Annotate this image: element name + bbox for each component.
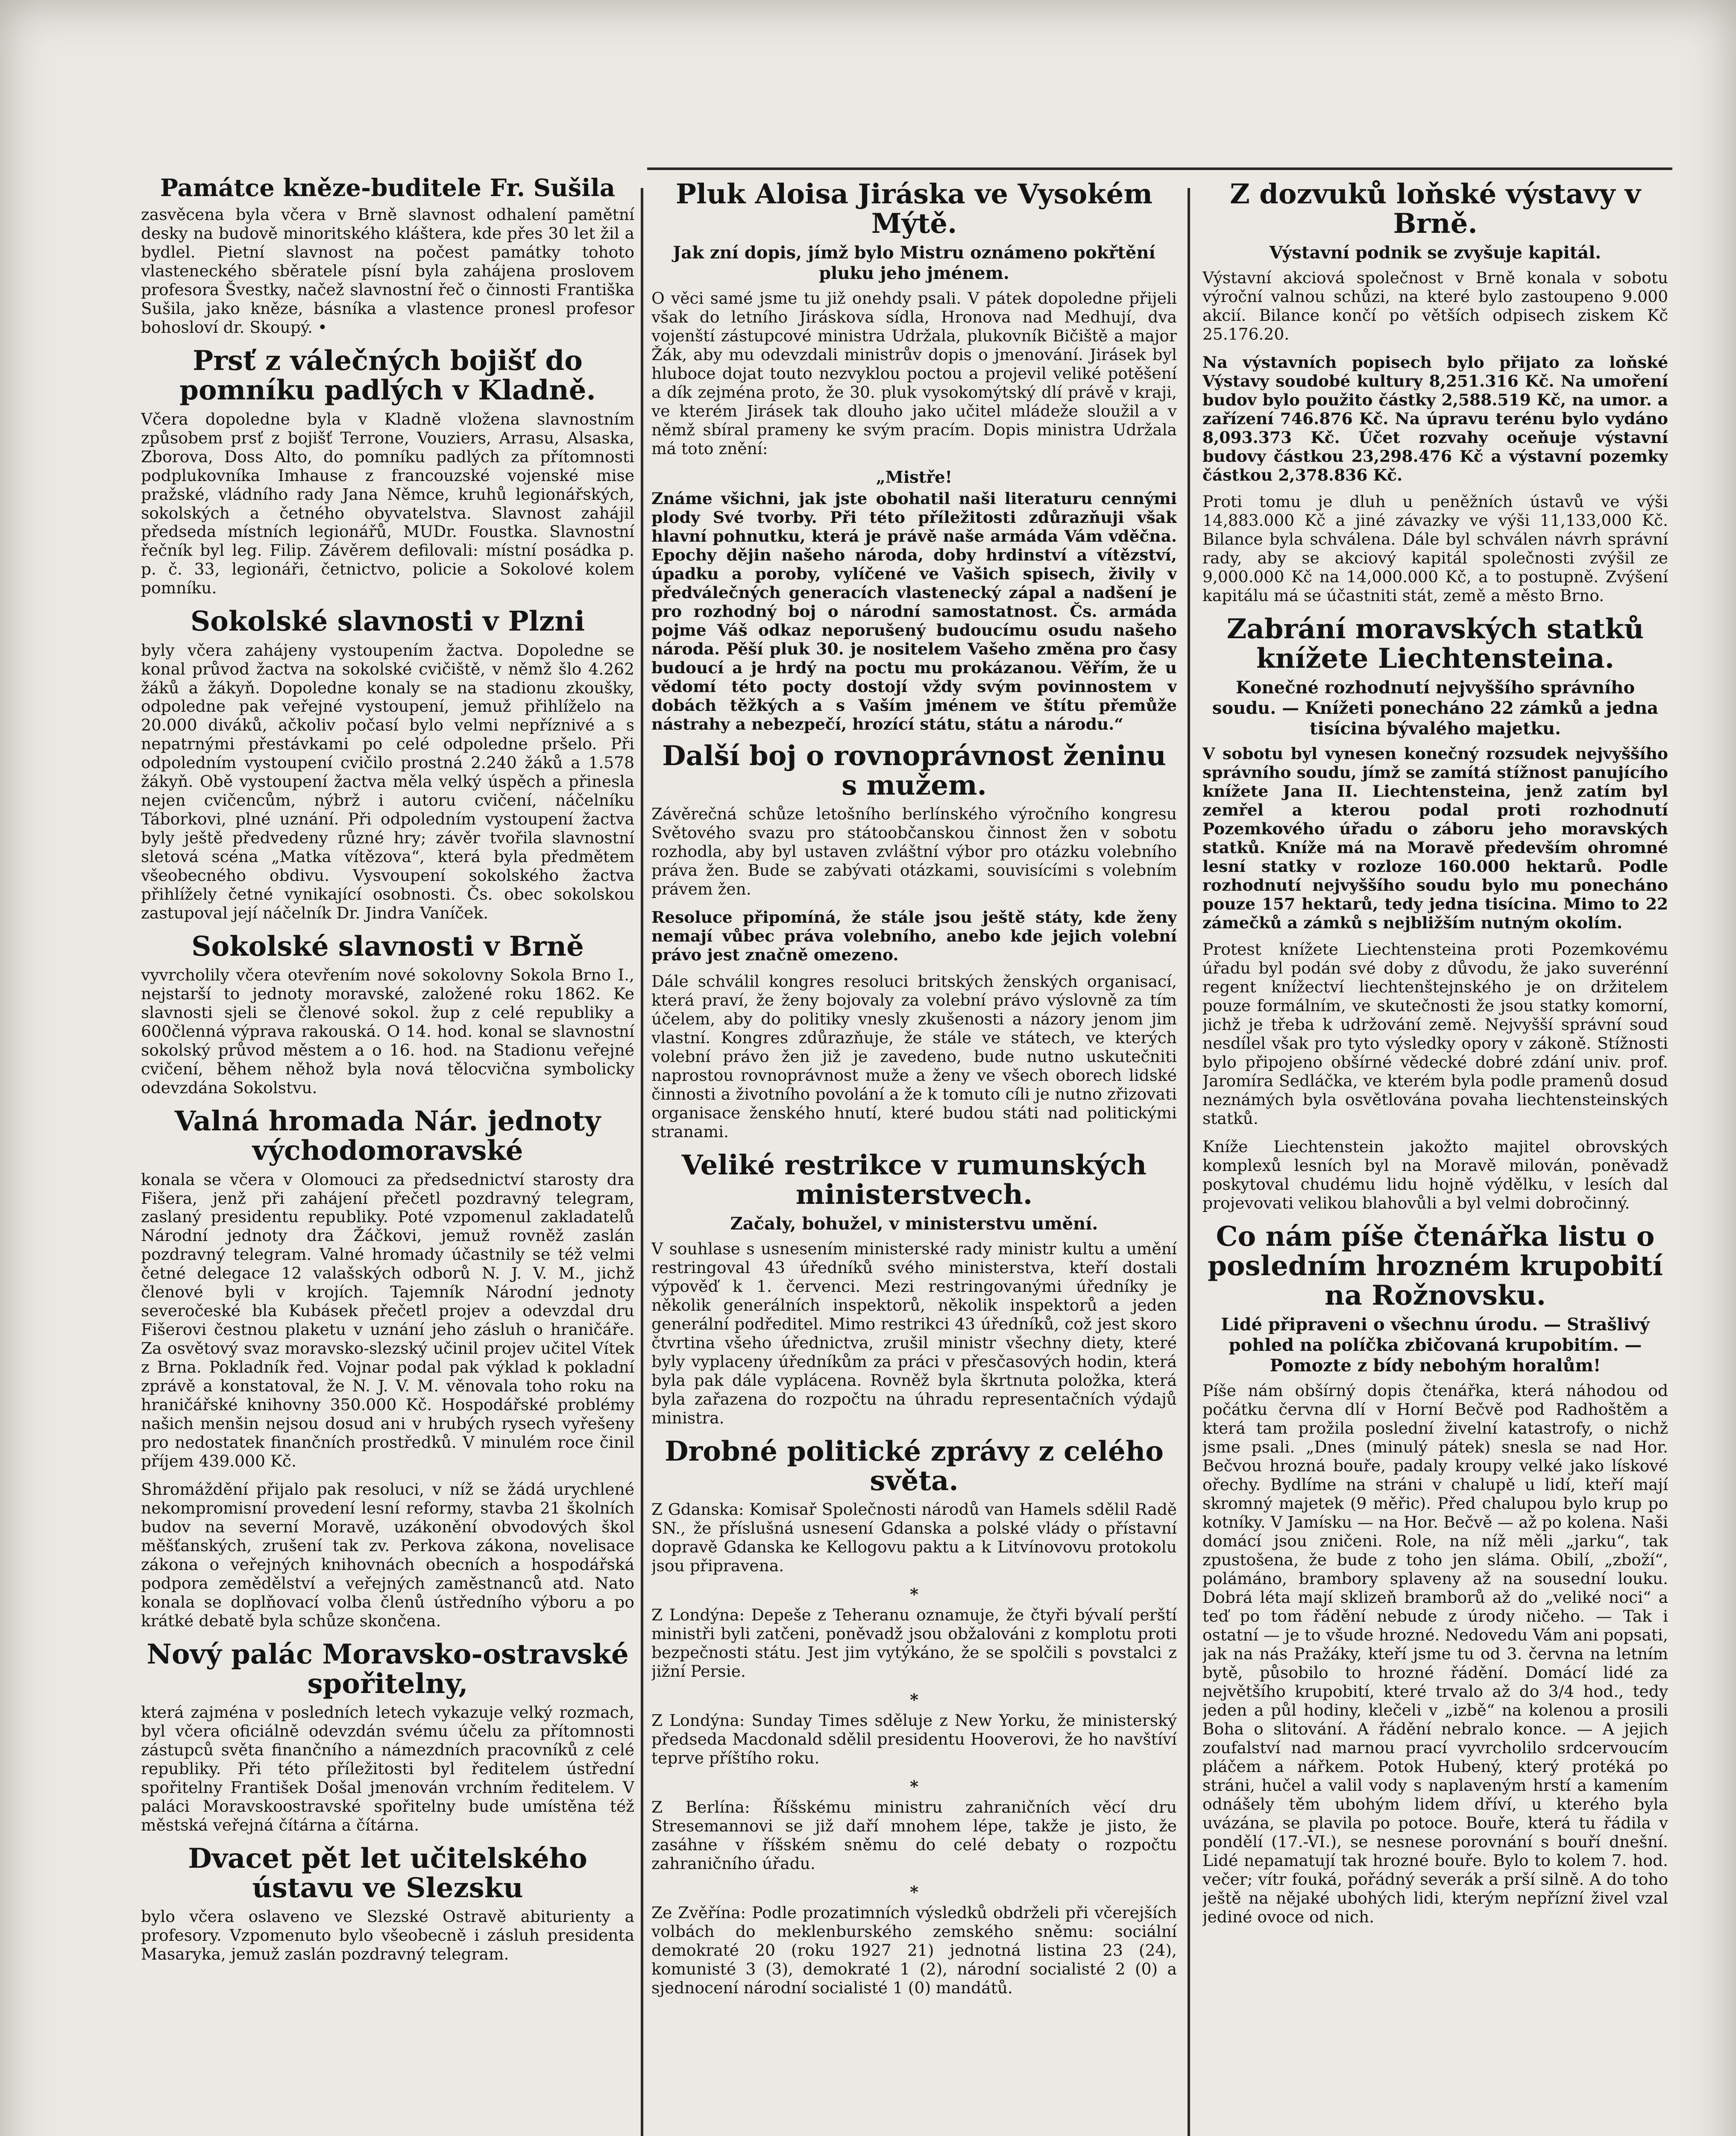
article-body: Závěrečná schůze letošního berlínského výročního kongresu Světového svazu pro státoobčanskou činnost žen v sobotu rozhodla, aby byl ustaven zvláštní výbor pro otázku volebního práva žen. Bude se zabývati otázkami, souvisícími s volebním právem žen. <box>651 804 1177 899</box>
headline: Dvacet pět let učitelského ústavu ve Slezsku <box>188 1843 587 1904</box>
brief-item: Z Berlína: Říšskému ministru zahraničních věcí dru Stresemannovi se již daří mnohem lépe, takže je jisto, že zasáhne v říšském sněmu do celé debaty o rozpočtu zahraničního úřadu. <box>651 1797 1177 1873</box>
article-body: Shromáždění přijalo pak resoluci, v níž se žádá urychlené nekompromisní provedení lesní reformy, stavba 21 školních budov na severní Moravě, uzákonění obvodových škol měšťanských, zrušení tak zv. Perkova zákona, novelisace zákona o veřejných knihovnách obecních a hospodářská podpora zemědělství a veřejných zaměstnanců atd. Nato konala se doplňovací volba členů ústředního výboru a po krátké debatě byla schůze skončena. <box>141 1480 634 1631</box>
headline: Další boj o rovnoprávnost ženinu s mužem. <box>662 739 1166 801</box>
column-middle <box>651 162 1177 2136</box>
article-bold: Na výstavních popisech bylo přijato za loňské Výstavy soudobé kultury 8,251.316 Kč. Na umoření budov bylo použito částky 2,588.519 Kč, na umor. a zařízení 746.876 Kč. Na úpravu terénu bylo vydáno 8,093.373 Kč. Účet rozvahy oceňuje výstavní budovy částkou 23,298.476 Kč a výstavní pozemky částkou 2,378.836 Kč. <box>1202 353 1668 485</box>
headline: Drobné politické zprávy z celého světa. <box>665 1435 1164 1497</box>
article-body: Protest knížete Liechtensteina proti Pozemkovému úřadu byl podán své doby z důvodu, že jako suverénní regent knížectví liechtenštejnského je on držitelem pouze formálním, ve skutečnosti že jsou statky komorní, jichž je třeba k udržování země. Nejvyšší správní soud nesdílel však pro tyto výsledky opory v zákoně. Stížnosti bylo připojeno obšírné vědecké dobré zdání univ. prof. Jaromíra Sedláčka, ve kterém byla podle pramenů dosud neznámých byla osvětlována povaha liechtensteinských statků. <box>1202 940 1668 1128</box>
article-body: O věci samé jsme tu již onehdy psali. V pátek dopoledne přijeli však do letního Jiráskova sídla, Hronova nad Medhují, dva vojenští zástupcové ministra Udržala, plukovník Bičiště a major Žák, aby mu odevzdali ministrův dopis o jmenování. Jirásek byl hluboce dojat touto nezvyklou poctou a projevil veliké potěšení a dík zejména proto, že 30. pluk vysokomýtský dlí právě v kraji, ve kterém Jirásek tak dlouho jako učitel mládeže sloužil a v němž sbíral prameny ke svým pracím. Dopis ministra Udržala má toto znění: <box>651 289 1177 458</box>
brief-item: Z Gdanska: Komisař Společnosti národů van Hamels sdělil Radě SN., že příslušná usnesení Gdanska a polské vlády o přístavní dopravě Gdanska ke Kellogovu paktu a k Litvínovovu protokolu jsou připravena. <box>651 1500 1177 1576</box>
separator-star: * <box>910 1882 918 1901</box>
separator-star: * <box>910 1584 918 1604</box>
subheadline: Konečné rozhodnutí nejvyššího správního soudu. — Knížeti ponecháno 22 zámků a jedna tisícina bývalého majetku. <box>1212 678 1659 739</box>
brief-item: Ze Zvěřína: Podle prozatimních výsledků obdrželi při včerejších volbách do meklenburského zemského sněmu: sociální demokraté 20 (roku 1927 21) jednotná listina 23 (24), komunisté 3 (3), demokraté 1 (2), národní socialisté 2 (0) a sjednocení národní socialisté 1 (0) mandátů. <box>651 1903 1177 1997</box>
headline: Nový palác Moravsko-ostravské spořitelny, <box>147 1638 629 1700</box>
headline: Valná hromada Nár. jednoty východomoravské <box>174 1105 601 1167</box>
letter-salutation: „Mistře! <box>876 467 953 487</box>
column-rule <box>1188 188 1190 2136</box>
article-body: Včera dopoledne byla v Kladně vložena slavnostním způsobem prsť z bojišť Terrone, Vouziers, Arrasu, Alsaska, Zborova, Doss Alto, do pomníku padlých za přítomnosti podplukovníka Imhause z francouzské vojenské mise pražské, vládního rady Jana Němce, kruhů legionářských, sokolských a četného obyvatelstva. Slavnost zahájil předseda místních legionářů, MUDr. Foustka. Slavnostní řečník byl leg. Filip. Závěrem defilovali: místní posádka p. p. č. 33, legionáři, četnictvo, policie a Sokolové kolem pomníku. <box>141 409 634 598</box>
article-body: konala se včera v Olomouci za předsednictví starosty dra Fišera, jenž při zahájení přečetl pozdravný telegram, zaslaný presidentu republiky. Poté vzpomenul zakladatelů Národní jednoty dra Žáčkovi, jemuž rovněž zaslán pozdravný telegram. Valné hromady účastnily se též velmi četné delegace 12 valašských odborů N. J. V. M., jichž členové byli v krojích. Tajemník Národní jednoty severočeské bla Kubásek přečetl projev a odevzdal dru Fišerovi čestnou plaketu v uznání jeho zásluh o hraničáře. Za osvětový svaz moravsko-slezský učinil projev učitel Vítek z Brna. Pokladník řed. Vojnar podal pak výklad k pokladní zprávě a konstatoval, že N. J. V. M. věnovala toho roku na hraničářské knihovny 350.000 Kč. Hospodářské problémy našich menšin nejsou dosud ani v hrubých rysech vyřešeny pro nedostatek finančních prostředků. V minulém roce činil příjem 439.000 Kč. <box>141 1170 634 1471</box>
headline: Sokolské slavnosti v Plzni <box>190 605 585 638</box>
article-bold: Resoluce připomíná, že stále jsou ještě státy, kde ženy nemají vůbec práva volebního, anebo kde jejich volební právo jest značně omezeno. <box>651 908 1177 964</box>
headline: Památce kněze-buditele Fr. Sušila <box>160 174 616 202</box>
article-body: Kníže Liechtenstein jakožto majitel obrovských komplexů lesních byl na Moravě milován, poněvadž poskytoval chudému lidu hojně výdělku, v lesích dal projevovati velikou blahovůli a byl velmi dobročinný. <box>1202 1137 1668 1212</box>
article-body: V souhlase s usnesením ministerské rady ministr kultu a umění restringoval 43 úředníků svého ministerstva, kteří dostali výpověď k 1. červenci. Mezi restringovanými úředníky je několik generálních inspektorů, několik inspektorů a jeden generální podředitel. Mimo restrikci 43 úředníků, což jest skoro čtvrtina všeho úřednictva, zrušil ministr všechny diety, které byly vyplaceny úředníkům za práci v přesčasových hodin, která byla pak dále vyplácena. Rovněž byla škrtnuta položka, která byla zařazena do rozpočtu na úhradu representačních výdajů ministra. <box>651 1239 1177 1427</box>
article-body: Proti tomu je dluh u peněžních ústavů ve výši 14,883.000 Kč a jiné závazky ve výši 11,133,000 Kč. Bilance byla schválena. Dále byl schválen návrh správní rady, aby se akciový kapitál společnosti zvýšil ze 9,000.000 Kč na 14,000.000 Kč, a to postupně. Zvýšení kapitálu má se účastniti stát, země a město Brno. <box>1202 492 1668 605</box>
headline: Zabrání moravských statků knížete Liechtensteina. <box>1226 613 1644 675</box>
separator-star: * <box>910 1690 918 1709</box>
subheadline: Lidé připraveni o všechnu úrodu. — Strašlivý pohled na políčka zbičovaná krupobitím. — Pomozte z bídy nebohým horalům! <box>1221 1314 1650 1376</box>
separator-star: * <box>910 1776 918 1796</box>
column-rule <box>641 188 643 2136</box>
brief-item: Z Londýna: Sunday Times sděluje z New Yorku, že ministerský předseda Macdonald sdělil presidentu Hooverovi, že ho navštíví teprve příštího roku. <box>651 1711 1177 1767</box>
headline: Sokolské slavnosti v Brně <box>191 930 584 963</box>
headline: Veliké restrikce v rumunských ministerstvech. <box>681 1149 1147 1211</box>
article-body: vyvrcholily včera otevřením nové sokolovny Sokola Brno I., nejstarší to jednoty moravské, založené roku 1862. Ke slavnosti sjeli se členové sokol. žup z celé republiky a 600členná výprava rakouská. O 14. hod. konal se slavnostní sokolský průvod městem a o 16. hod. na Stadionu veřejné cvičení, během něhož byla nová tělocvična symbolicky odevzdána Sokolstvu. <box>141 965 634 1097</box>
article-body: zasvěcena byla včera v Brně slavnost odhalení pamětní desky na budově minoritského kláštera, kde přes 30 let žil a bydlel. Pietní slavnost na počest památky tohoto vlasteneckého sběratele písní byla zahájena proslovem profesora Švestky, načež slavnostní řeč o činnosti Františka Sušila, jako kněze, básníka a vlastence pronesl profesor bohosloví dr. Skoupý. • <box>141 205 634 337</box>
article-body: která zajména v posledních letech vykazuje velký rozmach, byl včera oficiálně odevzdán svému účelu za přítomnosti zástupců světa finančního a námezdních pracovníků z celé republiky. Při této příležitosti byl ředitelem ústřední spořitelny František Došal jmenován vrchním ředitelem. V paláci Moravskoostravské spořitelny bude umístěna též městská veřejná čítárna a čítárna. <box>141 1703 634 1835</box>
column-right <box>1202 162 1668 2136</box>
brief-item: Z Londýna: Depeše z Teheranu oznamuje, že čtyři bývalí perští ministři byli zatčeni, poněvadž jsou obžalováni z komplotu proti bezpečnosti státu. Jest jim vytýkáno, že se spolčili s povstalci z jižní Persie. <box>651 1605 1177 1681</box>
headline: Prsť z válečných bojišť do pomníku padlých v Kladně. <box>179 345 596 407</box>
column-left <box>141 162 634 2136</box>
article-body: Dále schválil kongres resoluci britských ženských organisací, která praví, že ženy bojovaly za volební právo výslovně za tím účelem, aby do politiky vnesly zkušenosti a názory jenom jim vlastní. Kongres zdůrazňuje, že stále ve státech, ve kterých volební právo žen již je zavedeno, bude nutno uskutečniti naprostou rovnoprávnost muže a ženy ve všech oborech lidské činnosti a životního povolání a že k tomuto cíli je nutno zřizovati organisace ženského hnutí, které budou státi nad politickými stranami. <box>651 971 1177 1141</box>
subheadline: Jak zní dopis, jímž bylo Mistru oznámeno pokřtění pluku jeho jménem. <box>673 243 1155 284</box>
headline: Pluk Aloisa Jiráska ve Vysokém Mýtě. <box>675 178 1153 240</box>
headline: Z dozvuků loňské výstavy v Brně. <box>1230 178 1641 240</box>
subheadline: Začaly, bohužel, v ministerstvu umění. <box>730 1214 1098 1234</box>
article-body: Píše nám obšírný dopis čtenářka, která náhodou od počátku června dlí v Horní Bečvě pod Radhoštěm a která tam prožila poslední živelní katastrofy, o nichž jsme psali. „Dnes (minulý pátek) snesla se nad Hor. Bečvou hrozná bouře, padaly kroupy velké jako lískové ořechy. Bydlíme na stráni v chalupě u lidí, kteří mají skromný majetek (9 měřic). Před chalupou bylo krup po kotníky. V Jamísku — na Hor. Bečvě — až po kolena. Naši domácí jsou zničeni. Role, na níž měli „jarku“, tak zpustošena, že bude z toho jen sláma. Obilí, „zboží“, polámáno, brambory splaveny až na sousední louku. Dobrá léta mají sklizeň bramborů až do „veliké noci“ a teď po tom řádění nebude z úrody ničeho. — Tak i ostatní — je to všude hrozné. Nedovedu Vám ani popsati, jak na nás Pražáky, kteří jsme tu od 3. června na letním bytě, působilo to hrozné řádění. Domácí lidé za největšího krupobití, které trvalo až do 3/4 hod., tedy jeden a půl hodiny, klečeli v „izbě“ na kolenou a prosili Boha o slitování. A řádění nebralo konce. — A jejich zoufalství nad marnou prací vyvrcholilo srdcervoucím pláčem a nářkem. Potok Hubený, který protéká po stráni, hučel a valil vody s naplaveným hrstí a kamením odnášely těm ubohým lidem dříví, u kterého byla uvázána, se plavila po potoce. Bouře, která tu řádila v pondělí (17.-VI.), se nesnese porovnání s bouří dnešní. Lidé nepamatují tak hrozné bouře. Bylo to kolem 7. hod. večer; vítr fouká, pořádný severák a prší silně. A do toho ještě na nějaké ubohých lidi, kterým nepřízní živel vzal jediné ovoce od nich. <box>1202 1381 1668 1926</box>
article-bold: V sobotu byl vynesen konečný rozsudek nejvyššího správního soudu, jímž se zamítá stížnost panujícího knížete Jana II. Liechtensteina, jenž zatím byl zemřel a kterou podal proti rozhodnutí Pozemkového úřadu o záboru jeho moravských statků. Kníže má na Moravě především ohromné lesní statky v rozloze 160.000 hektarů. Podle rozhodnutí nejvyššího soudu bylo mu ponecháno pouze 157 hektarů, tedy jedna tisícina. Mimo to 22 zámečků a zámků s nejbližším nutným okolím. <box>1202 744 1668 933</box>
article-body: bylo včera oslaveno ve Slezské Ostravě abiturienty a profesory. Vzpomenuto bylo všeobecně i zásluh presidenta Masaryka, jemuž zaslán pozdravný telegram. <box>141 1907 634 1964</box>
letter-body: Známe všichni, jak jste obohatil naši literaturu cennými plody Své tvorby. Při této příležitosti zdůrazňuji však hlavní pohnutku, která je právě naše armáda Vám vděčna. Epochy dějin našeho národa, doby hrdinství a vítězství, úpadku a poroby, vylíčené ve Vašich spisech, živily v předválečných generacích vlastenecký zápal a nadšení je pro rozhodný boj o národní samostatnost. Čs. armáda pojme Váš odkaz neporušený budoucímu osudu našeho národa. Pěší pluk 30. je nositelem Vašeho změna pro časy budoucí a je hrdý na poctu mu prokázanou. Věřím, že u vědomí této pocty dostojí vždy svým povinnostem v dobách těžkých a s Vaším jménem ve štítu přemůže nástrahy a nebezpečí, hrozící státu, státu a národu.“ <box>651 489 1177 734</box>
subheadline: Výstavní podnik se zvyšuje kapitál. <box>1269 243 1601 263</box>
article-body: byly včera zahájeny vystoupením žactva. Dopoledne se konal průvod žactva na sokolské cvičiště, v němž šlo 4.262 žáků a žákyň. Dopoledne konaly se na stadionu zkoušky, odpoledne pak veřejné vystoupení, jemuž přihlíželo na 20.000 diváků, ačkoliv počasí bylo velmi nepříznivé a s nepatrnými přestávkami po celé odpoledne pršelo. Při odpoledním vystoupení cvičilo prostná 2.240 žáků a 1.578 žákyň. Obě vystoupení žactva měla velký úspěch a přinesla nejen cvičencům, nýbrž i autoru cvičení, náčelníku Táborkovi, plné uznání. Při odpoledním vystoupení žactva byly ještě předvedeny různé hry; závěr tvořila slavnostní sletová scéna „Matka vítězova“, která byla předmětem všeobecného obdivu. Vysvoupení sokolského žactva přihlížely četné vynikající osobnosti. Čs. obec sokolskou zastupoval její náčelník Dr. Jindra Vaníček. <box>141 640 634 923</box>
article-body: Výstavní akciová společnost v Brně konala v sobotu výroční valnou schůzi, na které bylo zastoupeno 9.000 akcií. Bilance končí po větších odpisech ziskem Kč 25.176.20. <box>1202 268 1668 344</box>
headline: Co nám píše čtenářka listu o posledním hrozném krupobití na Rožnovsku. <box>1208 1220 1663 1312</box>
